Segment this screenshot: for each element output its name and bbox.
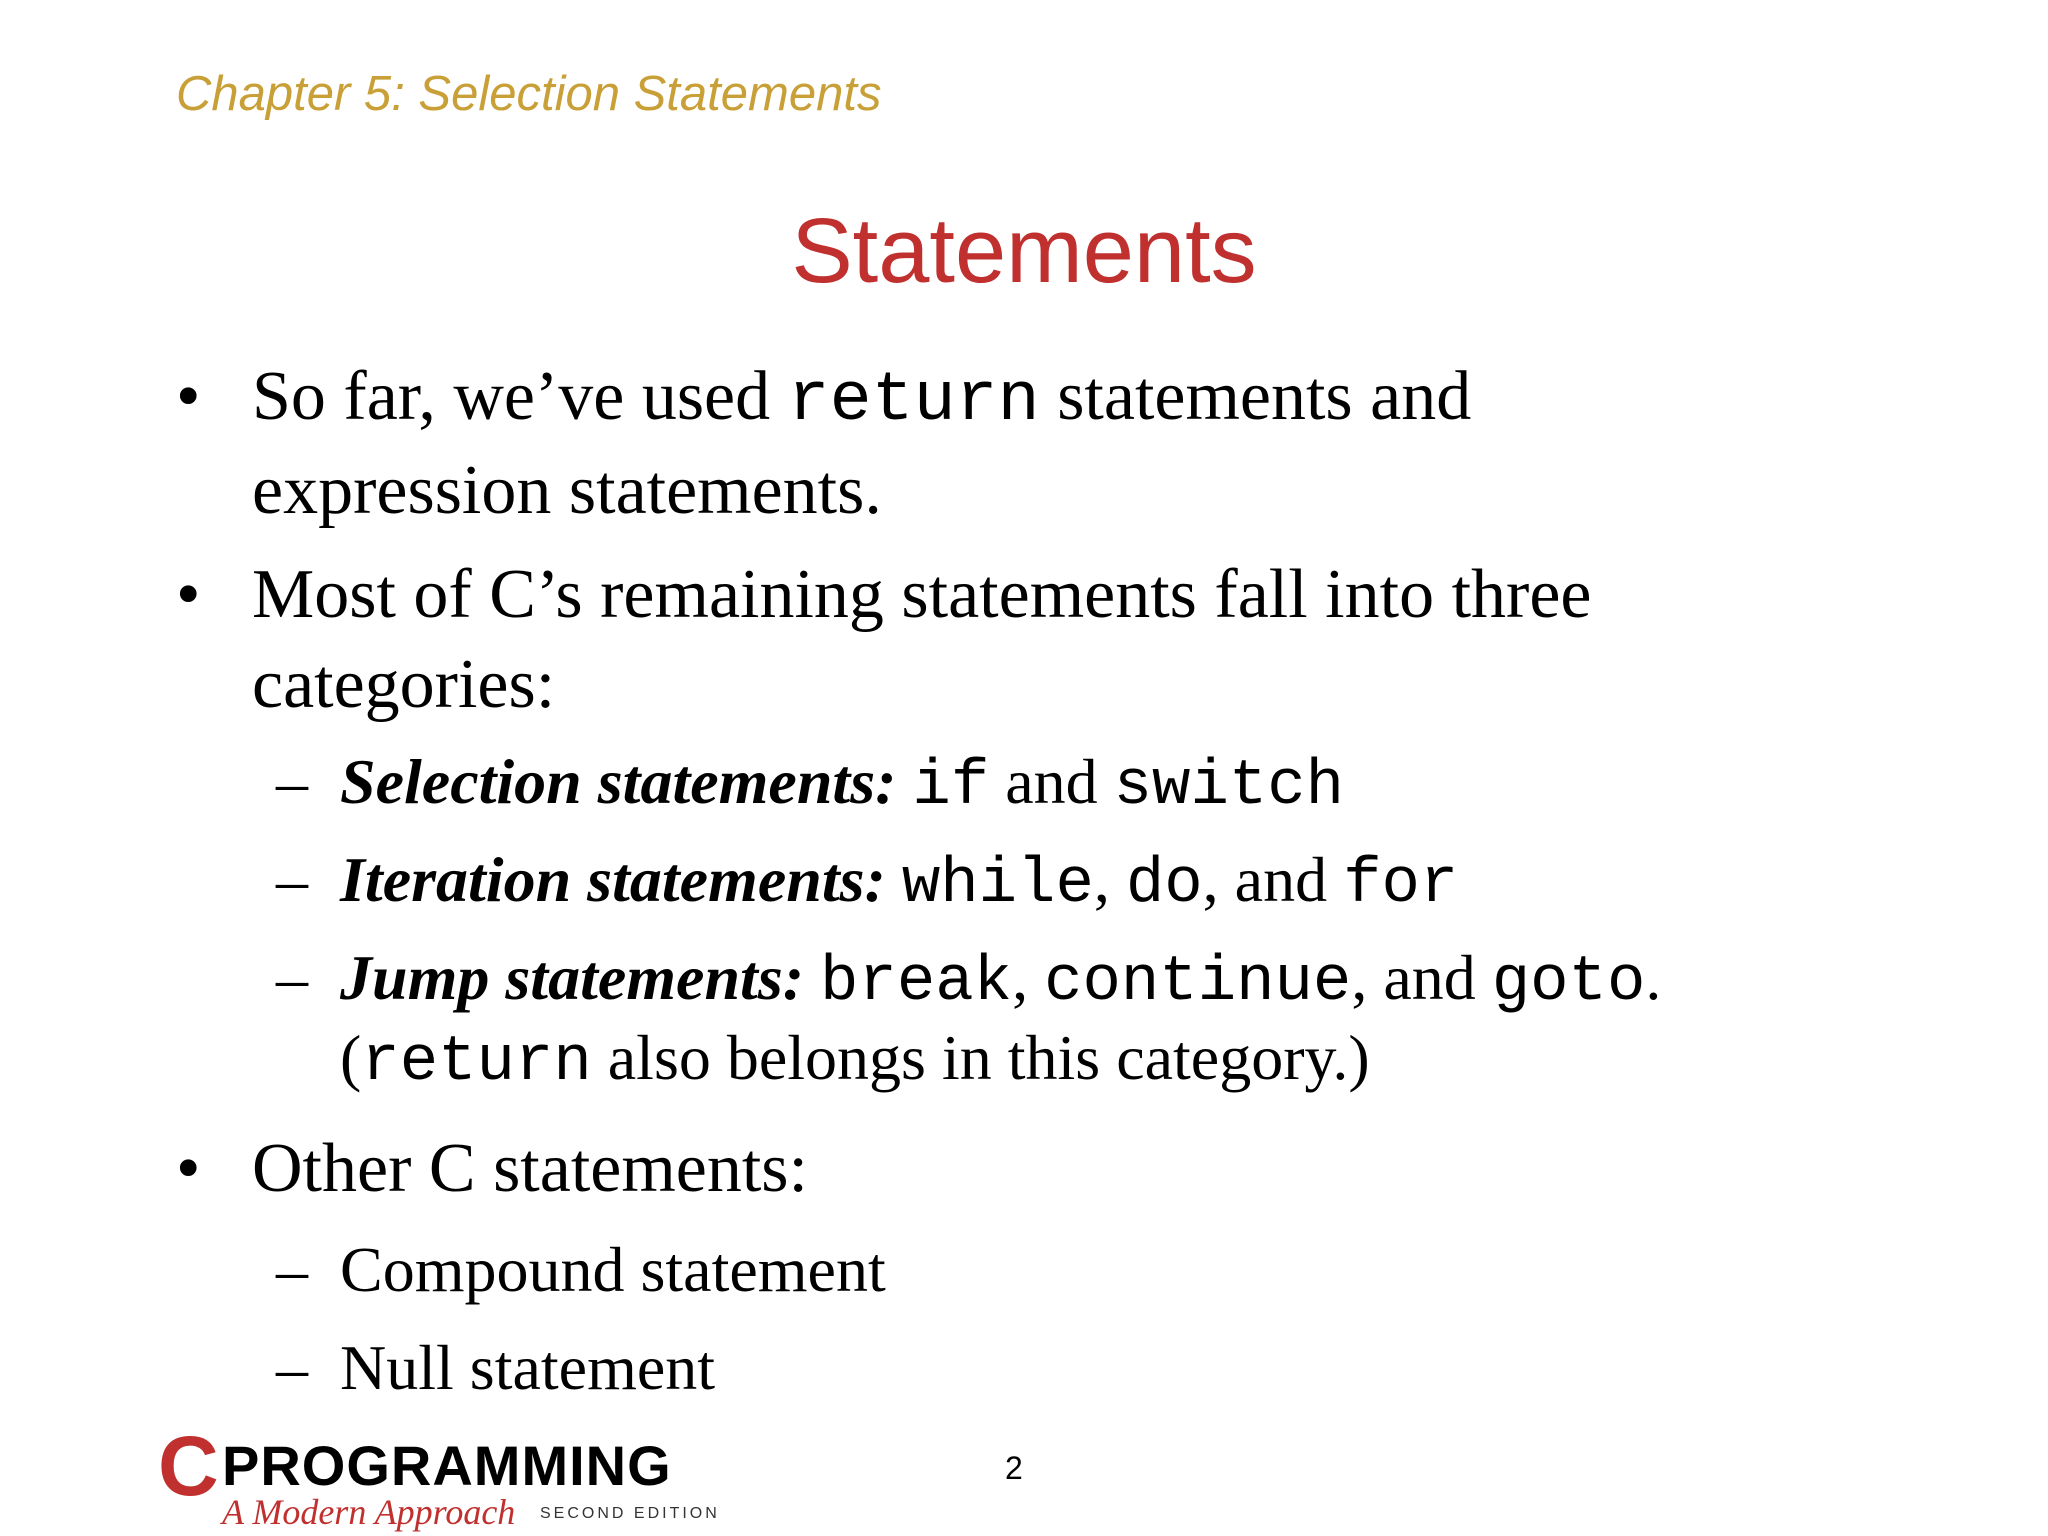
- sub-item-compound: Compound statement: [340, 1234, 886, 1305]
- chapter-header: Chapter 5: Selection Statements: [176, 67, 882, 121]
- dash-marker: –: [276, 746, 308, 817]
- selection-label: Selection statements:: [340, 746, 897, 817]
- bullet-1-text-b: statements and: [1039, 358, 1472, 435]
- page-number: 2: [1005, 1450, 1023, 1486]
- switch-keyword: switch: [1113, 751, 1345, 823]
- bullet-2-line-2: categories:: [252, 646, 556, 723]
- bullet-1-line-2: expression statements.: [252, 452, 882, 529]
- logo-approach-text: A Modern Approach: [222, 1492, 516, 1532]
- bullet-1-text-a: So far, we’ve used: [252, 358, 788, 435]
- dash-marker: –: [276, 1234, 308, 1305]
- logo-c-letter: C: [158, 1419, 219, 1513]
- dash-marker: –: [276, 844, 308, 915]
- bullet-2-line-1: Most of C’s remaining statements fall into three: [252, 556, 1592, 633]
- separator: ,: [1093, 844, 1126, 915]
- if-keyword: if: [912, 751, 990, 823]
- sub-item-null: Null statement: [340, 1332, 716, 1403]
- book-logo: [158, 1419, 758, 1536]
- return-keyword: return: [787, 362, 1040, 441]
- and-text: and: [989, 746, 1114, 817]
- for-keyword: for: [1343, 849, 1459, 921]
- space: [804, 942, 820, 1013]
- separator: , and: [1351, 942, 1492, 1013]
- return-keyword: return: [361, 1027, 592, 1099]
- bullet-marker: •: [176, 1130, 201, 1207]
- bullet-marker: •: [176, 556, 201, 633]
- jump-label: Jump statements:: [340, 942, 805, 1013]
- sub-item-selection: [340, 740, 1344, 829]
- dash-marker: –: [276, 942, 308, 1013]
- slide-title: Statements: [791, 200, 1257, 302]
- continue-keyword: continue: [1044, 947, 1352, 1019]
- sub-item-iteration: [340, 838, 1458, 927]
- logo-programming-text: PROGRAMMING: [222, 1434, 672, 1497]
- period: .: [1645, 942, 1662, 1013]
- logo-edition-text: SECOND EDITION: [540, 1505, 720, 1522]
- do-keyword: do: [1125, 849, 1203, 921]
- sub-item-jump: [340, 936, 1661, 1025]
- while-keyword: while: [901, 849, 1094, 921]
- break-keyword: break: [820, 947, 1013, 1019]
- bullet-1-line-1: [252, 352, 1471, 447]
- iteration-label: Iteration statements:: [340, 844, 886, 915]
- separator: ,: [1012, 942, 1045, 1013]
- bullet-marker: •: [176, 358, 201, 435]
- dash-marker: –: [276, 1332, 308, 1403]
- goto-keyword: goto: [1491, 947, 1646, 1019]
- bullet-3-line-1: Other C statements:: [252, 1130, 809, 1207]
- open-paren: (: [340, 1022, 362, 1093]
- sub-item-jump-line-2: [340, 1016, 1370, 1105]
- jump-note: also belongs in this category.): [591, 1022, 1370, 1093]
- space: [886, 844, 902, 915]
- space: [896, 746, 912, 817]
- separator: , and: [1202, 844, 1344, 915]
